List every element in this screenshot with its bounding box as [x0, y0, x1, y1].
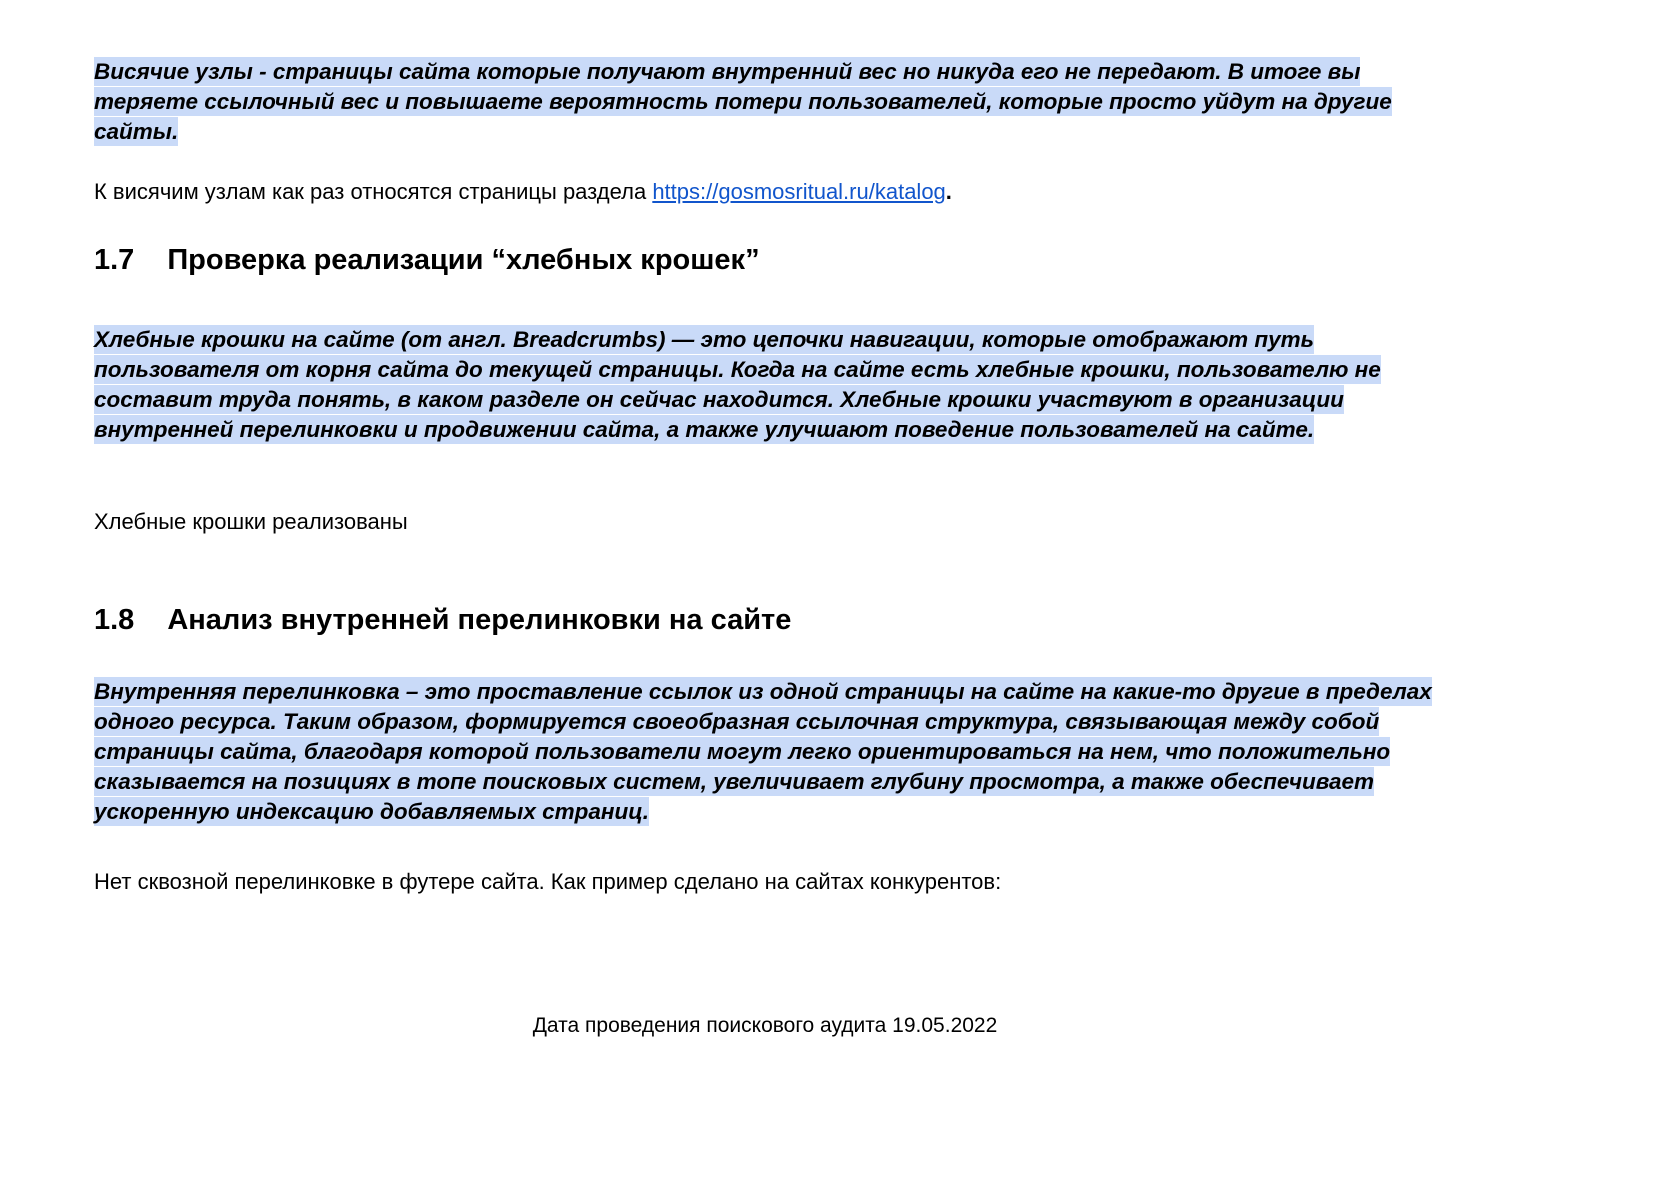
- highlighted-definition-text: Висячие узлы - страницы сайта которые получают внутренний вес но никуда его не передают. В итоге вы теряете ссылочный вес и повышаете вероятность потери пользователей, которые просто уйдут на другие сайты.: [94, 59, 1392, 144]
- breadcrumbs-status-text: Хлебные крошки реализованы: [94, 509, 408, 534]
- interlinking-definition: [94, 677, 1436, 827]
- interlinking-status-text: Нет сквозной перелинковке в футере сайта. Как пример сделано на сайтах конкурентов:: [94, 869, 1002, 894]
- breadcrumbs-definition: [94, 325, 1436, 445]
- breadcrumbs-status: [94, 507, 1436, 537]
- section-heading-1-8: [94, 603, 1436, 637]
- page-footer: Дата проведения поискового аудита 19.05.2022: [532, 1014, 998, 1037]
- document-content: [94, 0, 1436, 897]
- highlighted-definition-text: Хлебные крошки на сайте (от англ. Breadcrumbs) — это цепочки навигации, которые отображают путь пользователя от корня сайта до текущей страницы. Когда на сайте есть хлебные крошки, пользователю не составит труда понять, в каком разделе он сейчас находится. Хлебные крошки участвуют в организации внутренней перелинковки и продвижении сайта, а также улучшают поведение пользователей на сайте.: [94, 327, 1381, 442]
- interlinking-status: [94, 867, 1436, 897]
- hanging-nodes-definition: [94, 57, 1436, 147]
- section-1-7-title: Проверка реализации “хлебных крошек”: [167, 244, 760, 276]
- katalog-link[interactable]: https://gosmosritual.ru/katalog: [652, 179, 946, 204]
- katalog-sentence: [94, 177, 1436, 207]
- katalog-sentence-prefix: К висячим узлам как раз относятся страницы раздела: [94, 179, 653, 204]
- section-heading-1-7: [94, 243, 1436, 277]
- highlighted-definition-text: Внутренняя перелинковка – это проставление ссылок из одной страницы на сайте на какие-то другие в пределах одного ресурса. Таким образом, формируется своеобразная ссылочная структура, связывающая между собой страницы сайта, благодаря которой пользователи могут легко ориентироваться на нем, что положительно сказывается на позициях в топе поисковых систем, увеличивает глубину просмотра, а также обеспечивает ускоренную индексацию добавляемых страниц.: [94, 679, 1432, 824]
- section-1-8-number: 1.8: [94, 604, 135, 636]
- katalog-sentence-suffix: .: [945, 179, 952, 204]
- section-1-7-number: 1.7: [94, 244, 135, 276]
- section-1-8-title: Анализ внутренней перелинковки на сайте: [167, 604, 792, 636]
